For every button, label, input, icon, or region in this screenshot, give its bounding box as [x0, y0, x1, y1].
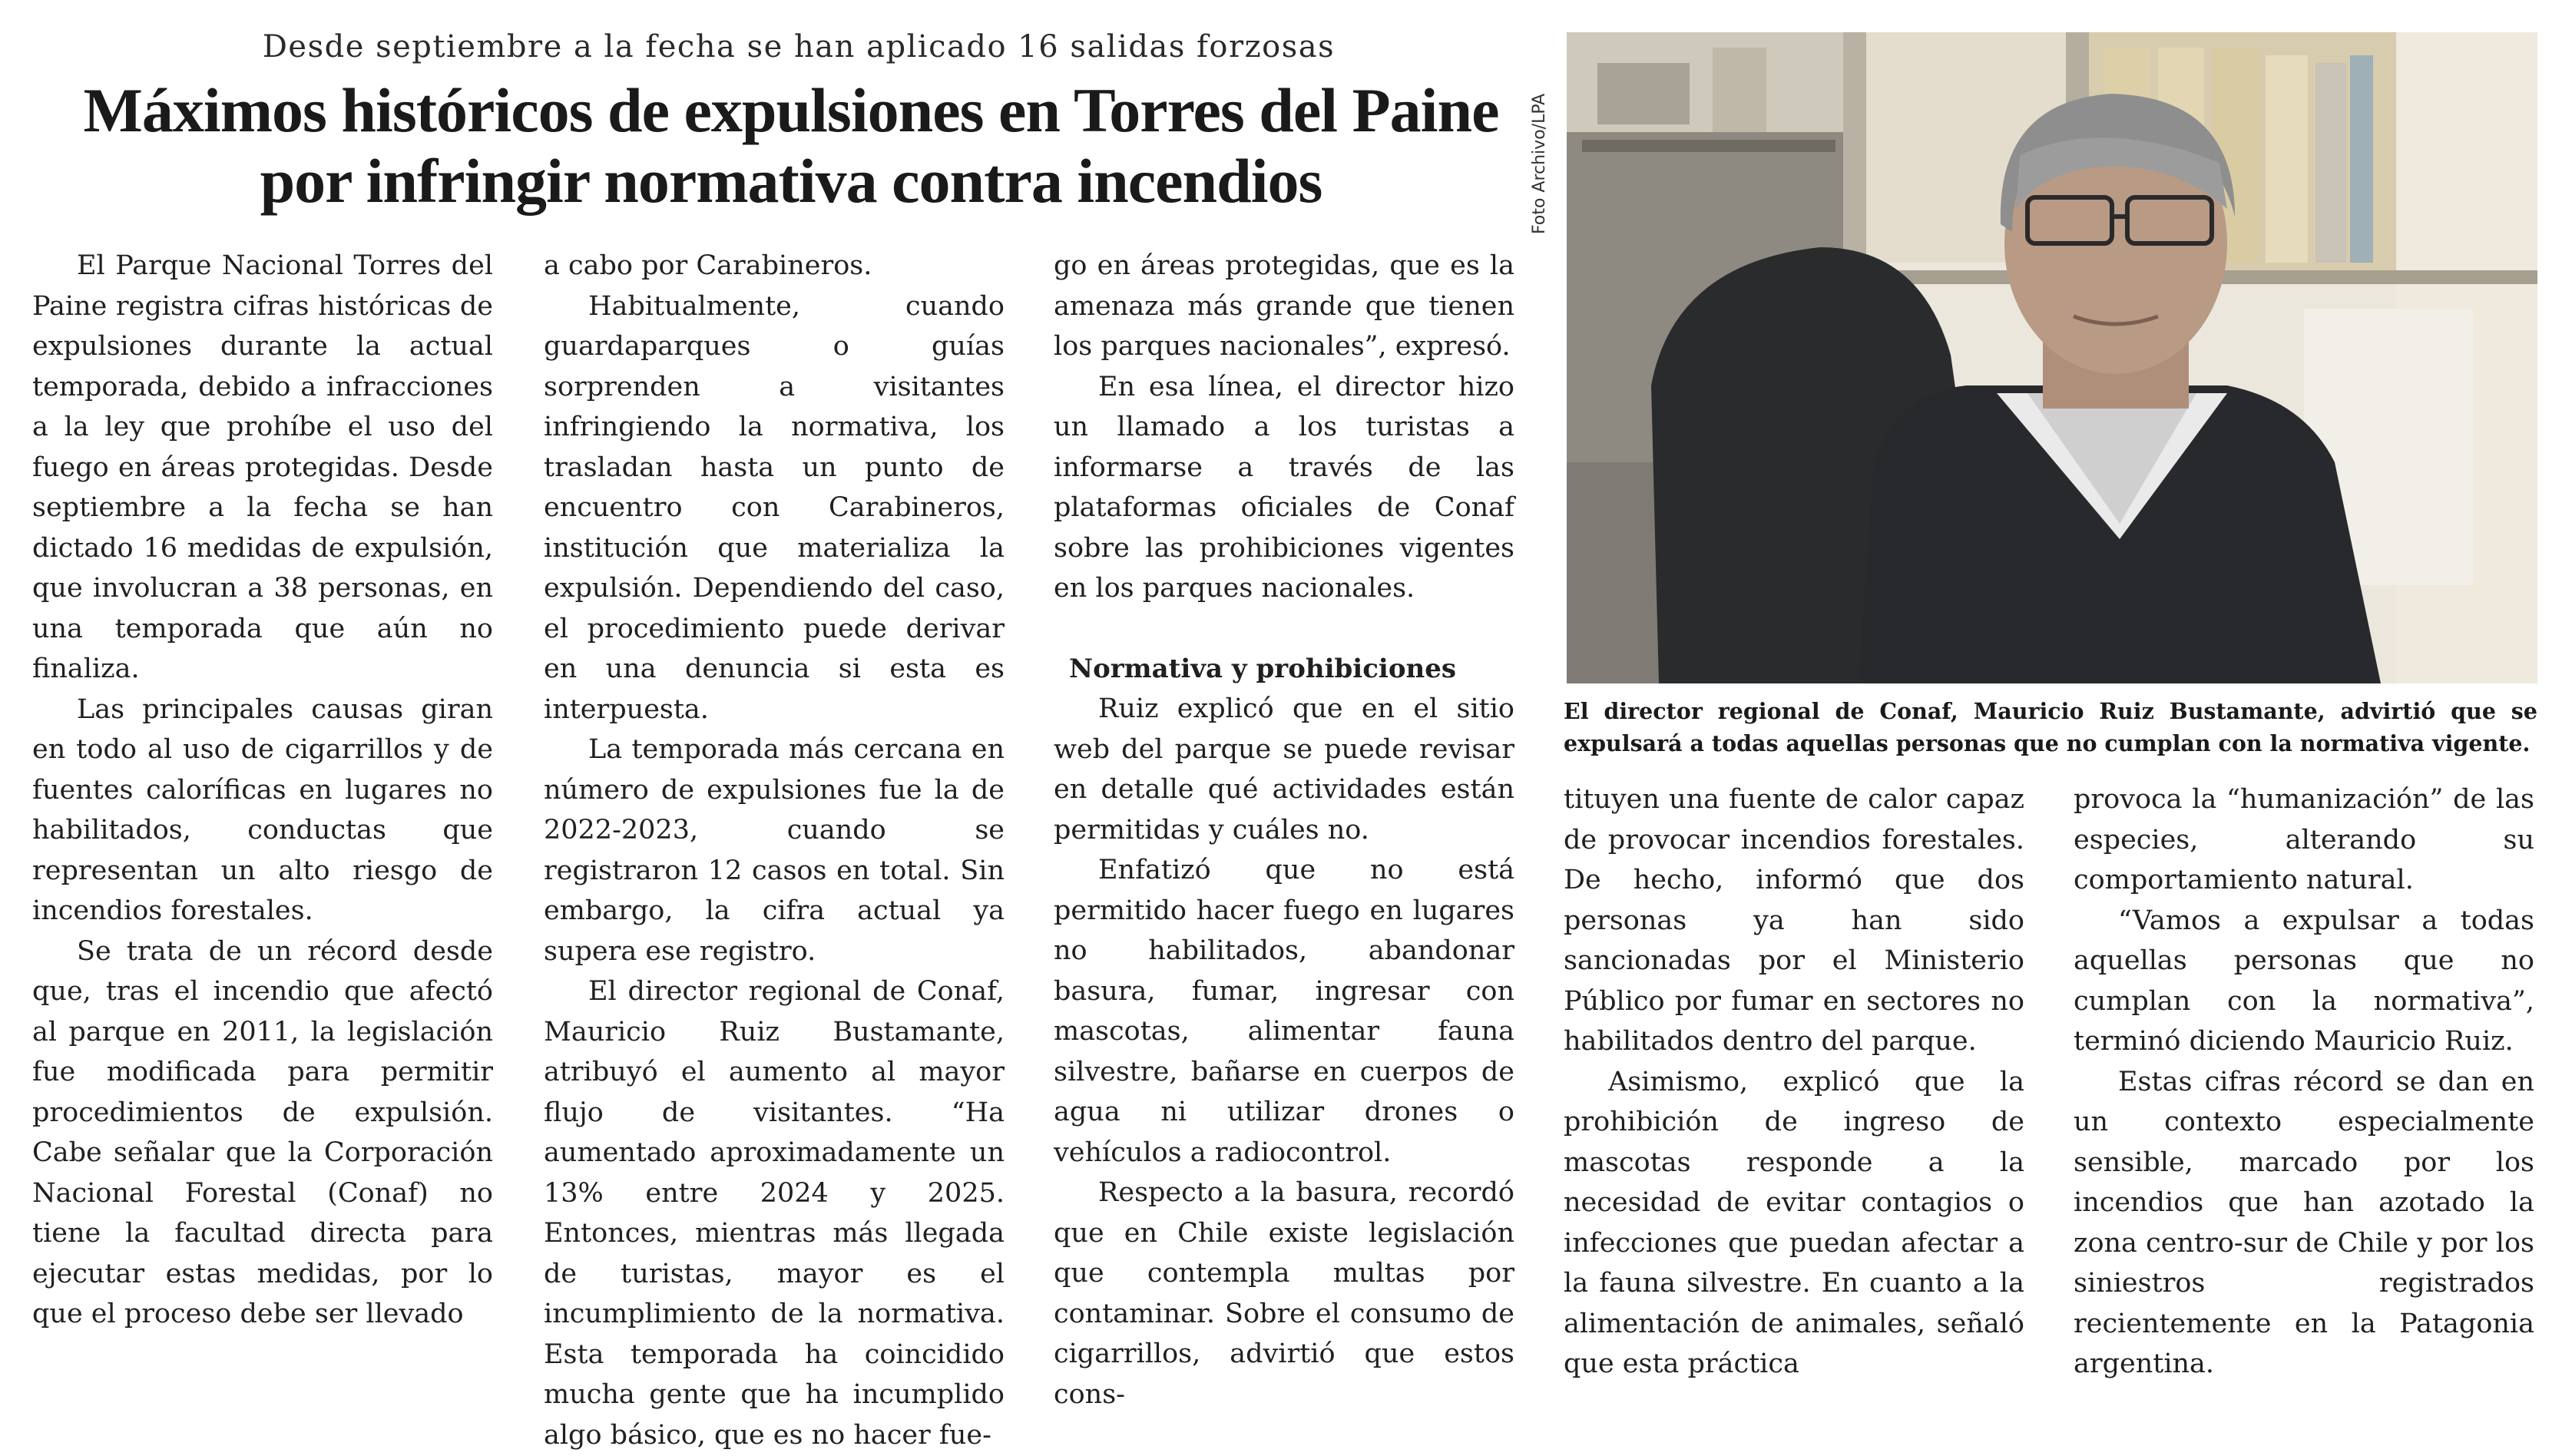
photo-credit-text: Foto Archivo/LPA — [1530, 93, 1549, 234]
paragraph: “Vamos a expulsar a todas aquellas personas que no cumplan con la normativa”, terminó diciendo Mauricio Ruiz. — [2074, 905, 2534, 1057]
article-column-4 — [1564, 779, 2024, 1385]
paragraph: La temporada más cercana en número de expulsiones fue la de 2022-2023, cuando se registraron 12 casos en total. Sin embargo, la cifra actual ya supera ese registro. — [544, 734, 1005, 967]
paragraph: Asimismo, explicó que la prohibición de ingreso de mascotas responde a la necesidad de evitar contagios o infecciones que puedan afectar a la fauna silvestre. En cuanto a la alimentación de animales, señaló que esta práctica — [1564, 1066, 2024, 1379]
article-column-3 — [1054, 246, 1514, 1415]
paragraph: El director regional de Conaf, Mauricio Ruiz Bustamante, atribuyó el aumento al mayor flujo de visitantes. “Ha aumentado aproximadamente un 13% entre 2024 y 2025. Entonces, mientras más llegada de turistas, mayor es el incumplimiento de la normativa. Esta temporada ha coincidido mucha gente que ha incumplido algo básico, que es no hacer fue- — [544, 976, 1005, 1451]
photo-credit — [1530, 35, 1553, 234]
paragraph: tituyen una fuente de calor capaz de provocar incendios forestales. De hecho, informó que dos personas ya han sido sancionadas por el Ministerio Público por fumar en sectores no habilitados dentro del parque. — [1564, 784, 2024, 1057]
article-column-1 — [32, 246, 493, 1335]
paragraph: Respecto a la basura, recordó que en Chile existe legislación que contempla multas por contaminar. Sobre el consumo de cigarrillos, advirtió que estos cons- — [1054, 1177, 1514, 1410]
paragraph: Habitualmente, cuando guardaparques o guías sorprenden a visitantes infringiendo la normativa, los trasladan hasta un punto de encuentro con Carabineros, institución que materializa la expulsión. Dependiendo del caso, el procedimiento puede derivar en una denuncia si esta es interpuesta. — [544, 290, 1005, 725]
paragraph: Estas cifras récord se dan en un contexto especialmente sensible, marcado por los incendios que han azotado la zona centro-sur de Chile y por los siniestros registrados recientemente en la Patagonia argentina. — [2074, 1066, 2534, 1379]
article-photo — [1567, 32, 2537, 683]
paragraph: Ruiz explicó que en el sitio web del parque se puede revisar en detalle qué actividades están permitidas y cuáles no. — [1054, 693, 1514, 845]
article-column-2 — [544, 246, 1005, 1455]
paragraph: En esa línea, el director hizo un llamado a los turistas a informarse a través de las plataformas oficiales de Conaf sobre las prohibiciones vigentes en los parques nacionales. — [1054, 371, 1514, 604]
section-subhead: Normativa y prohibiciones — [1069, 653, 1456, 684]
paragraph: Enfatizó que no está permitido hacer fuego en lugares no habilitados, abandonar basura, fumar, ingresar con mascotas, alimentar fauna silvestre, bañarse en cuerpos de agua ni utilizar drones o vehículos a radiocontrol. — [1054, 855, 1514, 1168]
paragraph: a cabo por Carabineros. — [544, 250, 872, 281]
paragraph: go en áreas protegidas, que es la amenaza más grande que tienen los parques nacionales”, expresó. — [1054, 250, 1514, 362]
paragraph: El Parque Nacional Torres del Paine registra cifras históricas de expulsiones durante la actual temporada, debido a infracciones a la ley que prohíbe el uso del fuego en áreas protegidas. Desde septiembre a la fecha se han dictado 16 medidas de expulsión, que involucran a 38 personas, en una temporada que aún no finaliza. — [32, 250, 493, 684]
paragraph: Se trata de un récord desde que, tras el incendio que afectó al parque en 2011, la legislación fue modificada para permitir procedimientos de expulsión. Cabe señalar que la Corporación Nacional Forestal (Conaf) no tiene la facultad directa para ejecutar estas medidas, por lo que el proceso debe ser llevado — [32, 935, 493, 1329]
article-headline: Máximos históricos de expulsiones en Torres del Paine por infringir normativa contra incendios — [83, 75, 1499, 216]
paragraph: Las principales causas giran en todo al uso de cigarrillos y de fuentes caloríficas en lugares no habilitados, conductas que representan un alto riesgo de incendios forestales. — [32, 693, 493, 926]
article-kicker: Desde septiembre a la fecha se han aplicado 16 salidas forzosas — [262, 29, 1336, 65]
article-column-5 — [2074, 779, 2534, 1385]
paragraph: provoca la “humanización” de las especies, alterando su comportamiento natural. — [2074, 784, 2534, 895]
photo-caption: El director regional de Conaf, Mauricio Ruiz Bustamante, advirtió que se expulsará a todas aquellas personas que no cumplan con la normativa vigente. — [1564, 698, 2537, 756]
